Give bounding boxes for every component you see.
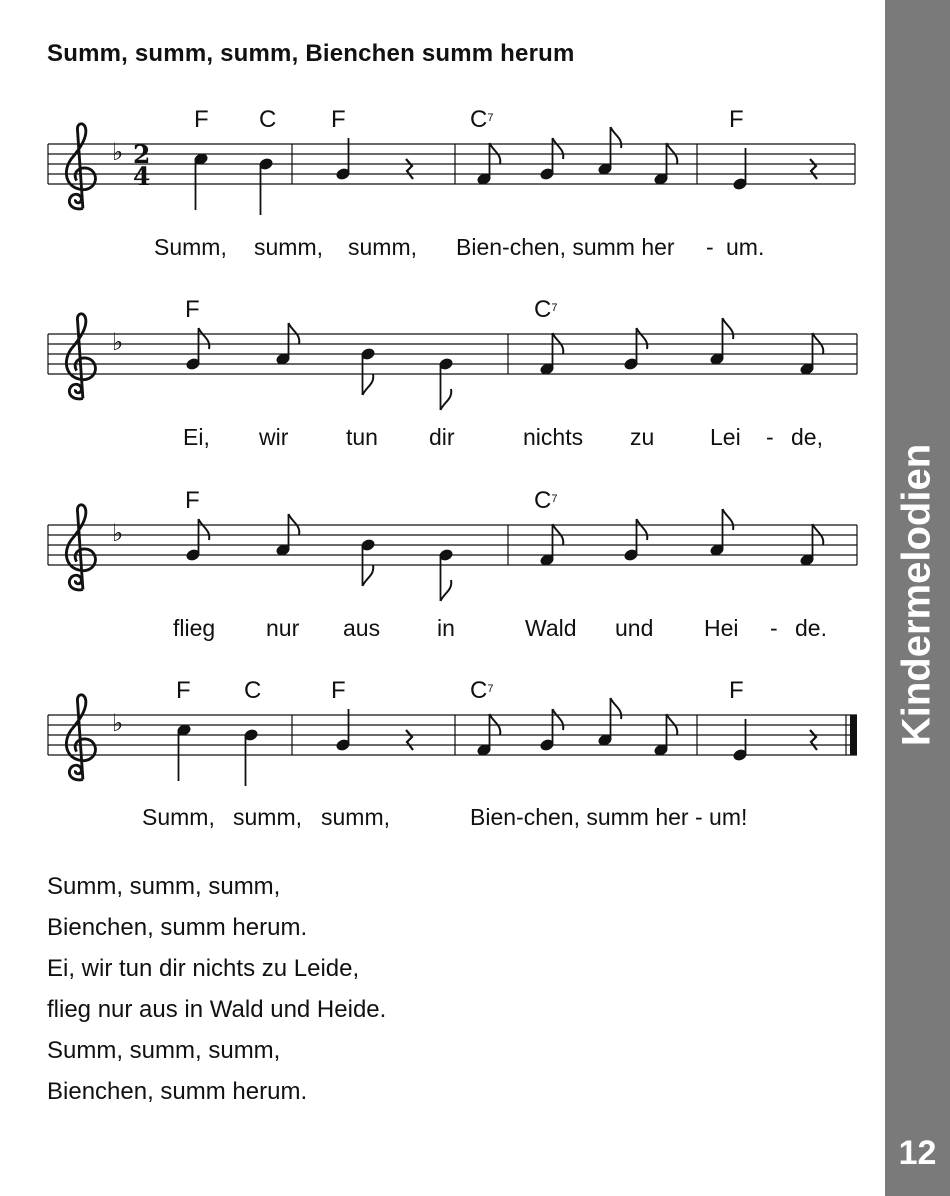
lyric-syllable: Bien-chen, summ her [456,234,675,260]
lyric-syllable: in [437,615,455,641]
chord-symbol: F [176,677,191,704]
lyric-syllable: nichts [523,424,584,450]
chord-symbol: $C^7$ [470,677,494,704]
svg-text:♭: ♭ [112,709,124,737]
lyric-syllable: um. [726,234,765,260]
lyric-syllable: summ, [254,234,323,260]
lyrics-text [47,866,747,1112]
lyric-syllable: - [706,234,714,260]
chord-symbol: $C^7$ [534,296,558,323]
lyric-syllable: tun [346,424,378,450]
music-staff [0,481,880,621]
notes [194,127,817,215]
notes [177,698,817,786]
lyric-syllable: summ, [321,804,390,830]
time-signature-bottom: 4 [133,162,151,191]
chord-symbol: F [729,677,744,704]
lyric-syllable: de, [791,424,823,450]
page-number: 12 [898,1134,937,1172]
treble-clef [66,695,95,780]
chord-symbol: C [259,106,277,133]
chord-symbol: F [185,487,200,514]
chord-symbol: $C^7$ [470,106,494,133]
treble-clef [66,505,95,590]
music-system-2 [0,290,880,460]
poem-line: Bienchen, summ herum. [47,1078,308,1105]
lyric-syllable: Summ, [154,234,227,260]
lyric-syllable: Hei [704,615,739,641]
lyric-syllable: - [770,615,778,641]
svg-text:♭: ♭ [112,519,124,547]
chord-symbol: F [729,106,744,133]
lyric-syllable: Summ, [142,804,215,830]
treble-clef [66,124,95,209]
chord-symbol: F [185,296,200,323]
poem-line: Summ, summ, summ, [47,873,281,900]
music-staff [0,671,880,801]
lyric-syllable: zu [630,424,655,450]
music-staff [0,100,880,230]
chord-symbol: F [194,106,209,133]
lyric-syllable: Wald [525,615,577,641]
chord-symbol: F [331,677,346,704]
poem-line: Summ, summ, summ, [47,1037,281,1064]
section-title: Kindermelodien [894,443,939,747]
lyric-syllable: summ, [233,804,302,830]
chord-symbol: F [331,106,346,133]
music-system-1 [0,100,880,260]
time-signature-top: 2 [133,140,151,169]
lyric-syllable: Lei [710,424,741,450]
chord-symbol: $C^7$ [534,487,558,514]
poem-line: Ei, wir tun dir nichts zu Leide, [47,955,360,982]
final-barline [850,715,857,755]
treble-clef [66,314,95,399]
lyric-syllable: summ, [348,234,417,260]
music-system-3 [0,481,880,651]
lyric-syllable: dir [429,424,455,450]
music-system-4 [0,671,880,831]
svg-text:♭: ♭ [112,138,124,166]
poem-line: flieg nur aus in Wald und Heide. [47,996,387,1023]
svg-text:♭: ♭ [112,328,124,356]
chord-symbol: C [244,677,262,704]
music-staff [0,290,880,430]
lyric-syllable: Bien-chen, summ her - um! [470,804,748,830]
lyric-syllable: nur [266,615,300,641]
lyric-syllable: de. [795,615,827,641]
lyric-syllable: Ei, [183,424,210,450]
lyric-syllable: und [615,615,654,641]
poem-line: Bienchen, summ herum. [47,914,308,941]
lyric-syllable: - [766,424,774,450]
lyric-syllable: wir [259,424,289,450]
lyric-syllable: flieg [173,615,216,641]
lyric-syllable: aus [343,615,381,641]
song-title: Summ, summ, summ, Bienchen summ herum [47,40,575,67]
